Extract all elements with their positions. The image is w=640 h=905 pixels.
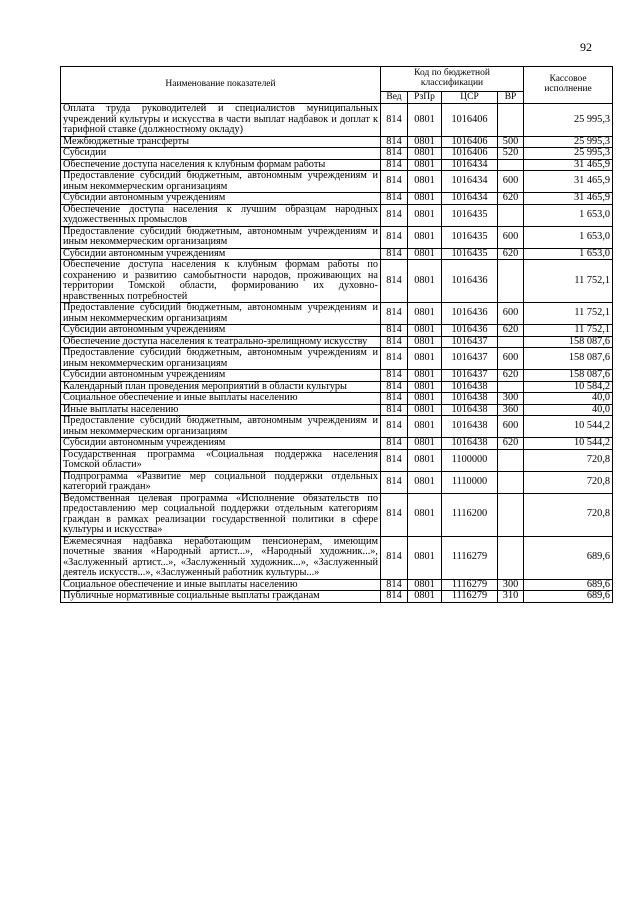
row-vr — [498, 159, 524, 171]
row-csr: 1016434 — [442, 193, 498, 205]
row-ved: 814 — [381, 438, 408, 450]
row-vr — [498, 260, 524, 303]
row-csr: 1016436 — [442, 325, 498, 337]
row-csr: 1016438 — [442, 404, 498, 416]
row-rzpr: 0801 — [408, 493, 442, 536]
row-csr: 1116279 — [442, 536, 498, 579]
row-rzpr: 0801 — [408, 336, 442, 348]
row-csr: 1116200 — [442, 493, 498, 536]
row-vr: 600 — [498, 416, 524, 438]
row-ved: 814 — [381, 579, 408, 591]
table-row — [61, 136, 613, 148]
table-row — [61, 381, 613, 393]
row-rzpr: 0801 — [408, 303, 442, 325]
row-ved: 814 — [381, 381, 408, 393]
row-amount: 158 087,6 — [524, 336, 613, 348]
row-csr: 1016434 — [442, 171, 498, 193]
row-vr: 310 — [498, 591, 524, 603]
row-amount: 40,0 — [524, 393, 613, 405]
row-csr: 1016406 — [442, 136, 498, 148]
row-amount: 689,6 — [524, 536, 613, 579]
row-csr: 1016438 — [442, 393, 498, 405]
header-amount: Кассовое исполнение — [524, 67, 613, 104]
row-ved: 814 — [381, 591, 408, 603]
row-name: Ведомственная целевая программа «Исполнение обязательств по предоставлению мер социальной поддержки отдельным категориям граждан в рамках реализации государственной политики в сфере культуры и искусства» — [61, 493, 381, 536]
row-csr: 1116279 — [442, 579, 498, 591]
row-name: Оплата труда руководителей и специалистов муниципальных учреждений культуры и искусства в части выплат надбавок и доплат к тарифной ставке (должностному окладу) — [61, 104, 381, 137]
row-vr — [498, 336, 524, 348]
row-amount: 689,6 — [524, 591, 613, 603]
row-rzpr: 0801 — [408, 226, 442, 248]
row-rzpr: 0801 — [408, 348, 442, 370]
row-amount: 25 995,3 — [524, 148, 613, 160]
row-vr — [498, 381, 524, 393]
table-row — [61, 449, 613, 471]
row-amount: 11 752,1 — [524, 303, 613, 325]
row-ved: 814 — [381, 204, 408, 226]
row-ved: 814 — [381, 471, 408, 493]
row-vr: 620 — [498, 325, 524, 337]
row-rzpr: 0801 — [408, 416, 442, 438]
row-csr: 1016406 — [442, 104, 498, 137]
row-name: Субсидии автономным учреждениям — [61, 438, 381, 450]
row-ved: 814 — [381, 325, 408, 337]
row-name: Подпрограмма «Развитие мер социальной поддержки отдельных категорий граждан» — [61, 471, 381, 493]
row-name: Субсидии автономным учреждениям — [61, 370, 381, 382]
row-amount: 31 465,9 — [524, 193, 613, 205]
row-ved: 814 — [381, 336, 408, 348]
row-amount: 158 087,6 — [524, 348, 613, 370]
row-name: Предоставление субсидий бюджетным, автономным учреждениям и иным некоммерческим организациям — [61, 348, 381, 370]
table-row — [61, 348, 613, 370]
row-ved: 814 — [381, 449, 408, 471]
row-name: Обеспечение доступа населения к клубным формам работы по сохранению и развитию самобытности народов, проживающих на территории Томской области, формированию их духовно-нравственных потребностей — [61, 260, 381, 303]
row-rzpr: 0801 — [408, 404, 442, 416]
row-rzpr: 0801 — [408, 449, 442, 471]
table-row — [61, 104, 613, 137]
table-row — [61, 536, 613, 579]
row-amount: 689,6 — [524, 579, 613, 591]
header-rzpr: РзПр — [408, 92, 442, 104]
table-row — [61, 171, 613, 193]
row-ved: 814 — [381, 348, 408, 370]
row-rzpr: 0801 — [408, 104, 442, 137]
page-number: 92 — [580, 40, 592, 54]
header-vr: ВР — [498, 92, 524, 104]
row-ved: 814 — [381, 136, 408, 148]
row-name: Обеспечение доступа населения к клубным формам работы — [61, 159, 381, 171]
row-vr: 620 — [498, 370, 524, 382]
row-amount: 25 995,3 — [524, 104, 613, 137]
row-amount: 720,8 — [524, 449, 613, 471]
row-csr: 1116279 — [442, 591, 498, 603]
row-ved: 814 — [381, 416, 408, 438]
table-row — [61, 204, 613, 226]
row-name: Иные выплаты населению — [61, 404, 381, 416]
row-amount: 25 995,3 — [524, 136, 613, 148]
row-name: Предоставление субсидий бюджетным, автономным учреждениям и иным некоммерческим организациям — [61, 171, 381, 193]
row-vr: 300 — [498, 393, 524, 405]
row-csr: 1110000 — [442, 471, 498, 493]
row-name: Предоставление субсидий бюджетным, автономным учреждениям и иным некоммерческим организациям — [61, 226, 381, 248]
row-amount: 1 653,0 — [524, 204, 613, 226]
row-amount: 10 544,2 — [524, 416, 613, 438]
row-name: Обеспечение доступа населения к лучшим образцам народных художественных промыслов — [61, 204, 381, 226]
row-name: Субсидии автономным учреждениям — [61, 193, 381, 205]
row-csr: 1016434 — [442, 159, 498, 171]
row-name: Субсидии автономным учреждениям — [61, 325, 381, 337]
row-vr — [498, 536, 524, 579]
row-csr: 1016438 — [442, 416, 498, 438]
table-header — [61, 67, 613, 104]
row-csr: 1016435 — [442, 248, 498, 260]
row-csr: 1016436 — [442, 303, 498, 325]
row-csr: 1016437 — [442, 348, 498, 370]
row-vr — [498, 104, 524, 137]
row-rzpr: 0801 — [408, 148, 442, 160]
table-row — [61, 404, 613, 416]
row-ved: 814 — [381, 171, 408, 193]
row-vr: 360 — [498, 404, 524, 416]
row-rzpr: 0801 — [408, 248, 442, 260]
row-rzpr: 0801 — [408, 536, 442, 579]
row-rzpr: 0801 — [408, 438, 442, 450]
table-row — [61, 193, 613, 205]
header-ved: Вед — [381, 92, 408, 104]
row-rzpr: 0801 — [408, 370, 442, 382]
table-row — [61, 260, 613, 303]
row-amount: 11 752,1 — [524, 325, 613, 337]
row-ved: 814 — [381, 148, 408, 160]
table-row — [61, 303, 613, 325]
row-ved: 814 — [381, 493, 408, 536]
row-vr: 600 — [498, 303, 524, 325]
row-rzpr: 0801 — [408, 171, 442, 193]
row-vr: 300 — [498, 579, 524, 591]
row-amount: 40,0 — [524, 404, 613, 416]
row-csr: 1016436 — [442, 260, 498, 303]
header-csr: ЦСР — [442, 92, 498, 104]
row-amount: 720,8 — [524, 493, 613, 536]
row-name: Обеспечение доступа населения к театрально-зрелищному искусству — [61, 336, 381, 348]
row-vr: 520 — [498, 148, 524, 160]
row-ved: 814 — [381, 226, 408, 248]
table-row — [61, 493, 613, 536]
row-vr: 500 — [498, 136, 524, 148]
row-vr — [498, 449, 524, 471]
header-code-group: Код по бюджетной классификации — [381, 67, 524, 92]
row-rzpr: 0801 — [408, 136, 442, 148]
row-rzpr: 0801 — [408, 591, 442, 603]
table-row — [61, 248, 613, 260]
row-amount: 10 544,2 — [524, 438, 613, 450]
row-name: Ежемесячная надбавка неработающим пенсионерам, имеющим почетные звания «Народный артист...», «Народный художник...», «Заслуженный артист...», «Заслуженный художник...», «Заслуженный деятель искусств...», «Заслуженный работник культуры...» — [61, 536, 381, 579]
table-row — [61, 393, 613, 405]
row-name: Субсидии автономным учреждениям — [61, 248, 381, 260]
row-ved: 814 — [381, 159, 408, 171]
row-csr: 1016435 — [442, 226, 498, 248]
row-csr: 1016438 — [442, 381, 498, 393]
row-ved: 814 — [381, 404, 408, 416]
row-vr: 600 — [498, 226, 524, 248]
row-name: Социальное обеспечение и иные выплаты населению — [61, 393, 381, 405]
row-amount: 1 653,0 — [524, 248, 613, 260]
row-rzpr: 0801 — [408, 204, 442, 226]
row-amount: 31 465,9 — [524, 159, 613, 171]
row-vr: 620 — [498, 248, 524, 260]
row-rzpr: 0801 — [408, 381, 442, 393]
row-amount: 11 752,1 — [524, 260, 613, 303]
row-amount: 31 465,9 — [524, 171, 613, 193]
row-rzpr: 0801 — [408, 325, 442, 337]
table-row — [61, 148, 613, 160]
row-vr: 600 — [498, 348, 524, 370]
row-rzpr: 0801 — [408, 471, 442, 493]
row-rzpr: 0801 — [408, 393, 442, 405]
row-rzpr: 0801 — [408, 193, 442, 205]
row-csr: 1016435 — [442, 204, 498, 226]
row-ved: 814 — [381, 303, 408, 325]
row-vr: 620 — [498, 193, 524, 205]
row-name: Социальное обеспечение и иные выплаты населению — [61, 579, 381, 591]
table-row — [61, 226, 613, 248]
row-vr: 600 — [498, 171, 524, 193]
row-vr — [498, 493, 524, 536]
row-rzpr: 0801 — [408, 579, 442, 591]
row-vr — [498, 471, 524, 493]
table-row — [61, 579, 613, 591]
row-ved: 814 — [381, 260, 408, 303]
row-name: Предоставление субсидий бюджетным, автономным учреждениям и иным некоммерческим организациям — [61, 303, 381, 325]
row-csr: 1016438 — [442, 438, 498, 450]
row-name: Субсидии — [61, 148, 381, 160]
table-row — [61, 336, 613, 348]
row-name: Предоставление субсидий бюджетным, автономным учреждениям и иным некоммерческим организациям — [61, 416, 381, 438]
row-amount: 720,8 — [524, 471, 613, 493]
row-amount: 158 087,6 — [524, 370, 613, 382]
table-row — [61, 325, 613, 337]
row-vr: 620 — [498, 438, 524, 450]
row-name: Государственная программа «Социальная поддержка населения Томской области» — [61, 449, 381, 471]
table-row — [61, 438, 613, 450]
row-name: Календарный план проведения мероприятий в области культуры — [61, 381, 381, 393]
table-row — [61, 416, 613, 438]
row-ved: 814 — [381, 248, 408, 260]
row-csr: 1016437 — [442, 336, 498, 348]
row-csr: 1100000 — [442, 449, 498, 471]
row-ved: 814 — [381, 104, 408, 137]
budget-execution-table — [60, 66, 613, 603]
row-name: Межбюджетные трансферты — [61, 136, 381, 148]
row-csr: 1016437 — [442, 370, 498, 382]
table-row — [61, 471, 613, 493]
row-rzpr: 0801 — [408, 260, 442, 303]
row-name: Публичные нормативные социальные выплаты гражданам — [61, 591, 381, 603]
row-ved: 814 — [381, 393, 408, 405]
table-body — [61, 104, 613, 603]
row-rzpr: 0801 — [408, 159, 442, 171]
row-amount: 10 584,2 — [524, 381, 613, 393]
row-ved: 814 — [381, 370, 408, 382]
table-row — [61, 159, 613, 171]
row-amount: 1 653,0 — [524, 226, 613, 248]
row-csr: 1016406 — [442, 148, 498, 160]
row-ved: 814 — [381, 193, 408, 205]
header-name: Наименование показателей — [61, 67, 381, 104]
table-row — [61, 370, 613, 382]
row-vr — [498, 204, 524, 226]
row-ved: 814 — [381, 536, 408, 579]
table-row — [61, 591, 613, 603]
